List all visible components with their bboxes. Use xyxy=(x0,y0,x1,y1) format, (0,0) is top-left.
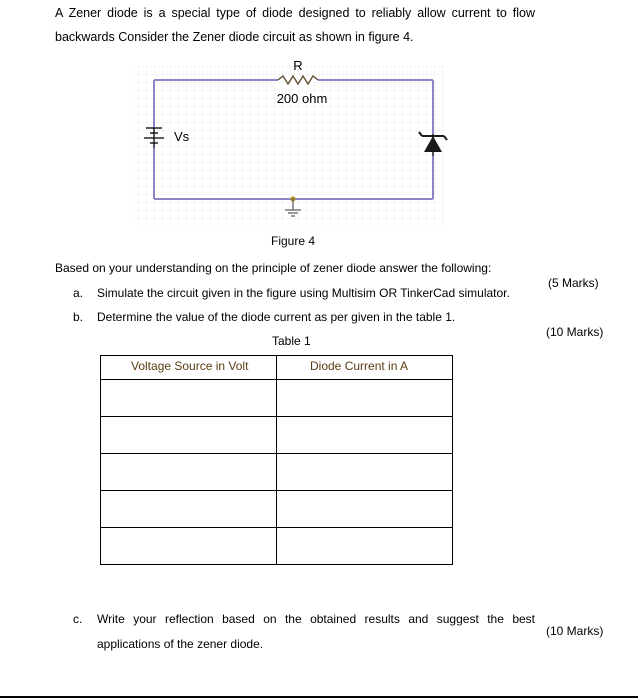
question-b-text: Determine the value of the diode current as per given in the table 1. xyxy=(97,310,456,324)
table-cell xyxy=(277,417,453,454)
table-cell xyxy=(101,528,277,565)
table-row xyxy=(101,417,453,454)
table-cell xyxy=(277,528,453,565)
bottom-divider xyxy=(0,696,638,698)
header-diode-current: Diode Current in A xyxy=(277,356,453,380)
resistor-label: R xyxy=(293,58,303,73)
question-c-label: c. xyxy=(73,612,83,626)
table-cell xyxy=(101,380,277,417)
zener-circuit-diagram xyxy=(130,50,450,230)
question-b-label: b. xyxy=(73,310,84,324)
question-a-text: Simulate the circuit given in the figure using Multisim OR TinkerCad simulator. xyxy=(97,286,510,300)
question-a-label: a. xyxy=(73,286,84,300)
header-voltage-source: Voltage Source in Volt xyxy=(101,356,277,380)
table-row xyxy=(101,491,453,528)
data-table xyxy=(100,355,453,565)
table-row xyxy=(101,528,453,565)
table-header-row xyxy=(101,356,453,380)
table-row xyxy=(101,454,453,491)
table-cell xyxy=(277,380,453,417)
question-c-marks: (10 Marks) xyxy=(546,624,604,638)
question-c-text-line-2: applications of the zener diode. xyxy=(97,637,264,651)
table-row xyxy=(101,380,453,417)
question-a-marks: (5 Marks) xyxy=(548,276,599,290)
table-cell xyxy=(101,491,277,528)
table-cell xyxy=(277,454,453,491)
figure-caption: Figure 4 xyxy=(271,234,316,248)
question-b-marks: (10 Marks) xyxy=(546,325,604,339)
resistor-value-label: 200 ohm xyxy=(276,91,328,106)
intro-line-2: backwards Consider the Zener diode circuit as shown in figure 4. xyxy=(55,30,414,44)
table-caption: Table 1 xyxy=(272,334,311,348)
table-cell xyxy=(101,417,277,454)
intro-line-1: A Zener diode is a special type of diode designed to reliably allow current to flow xyxy=(55,6,535,20)
diagram-grid-background xyxy=(135,65,445,225)
table-cell xyxy=(277,491,453,528)
lead-text: Based on your understanding on the principle of zener diode answer the following: xyxy=(55,261,492,275)
question-c-text-line-1: Write your reflection based on the obtained results and suggest the best xyxy=(97,612,535,626)
table-cell xyxy=(101,454,277,491)
voltage-source-label: Vs xyxy=(174,129,190,144)
